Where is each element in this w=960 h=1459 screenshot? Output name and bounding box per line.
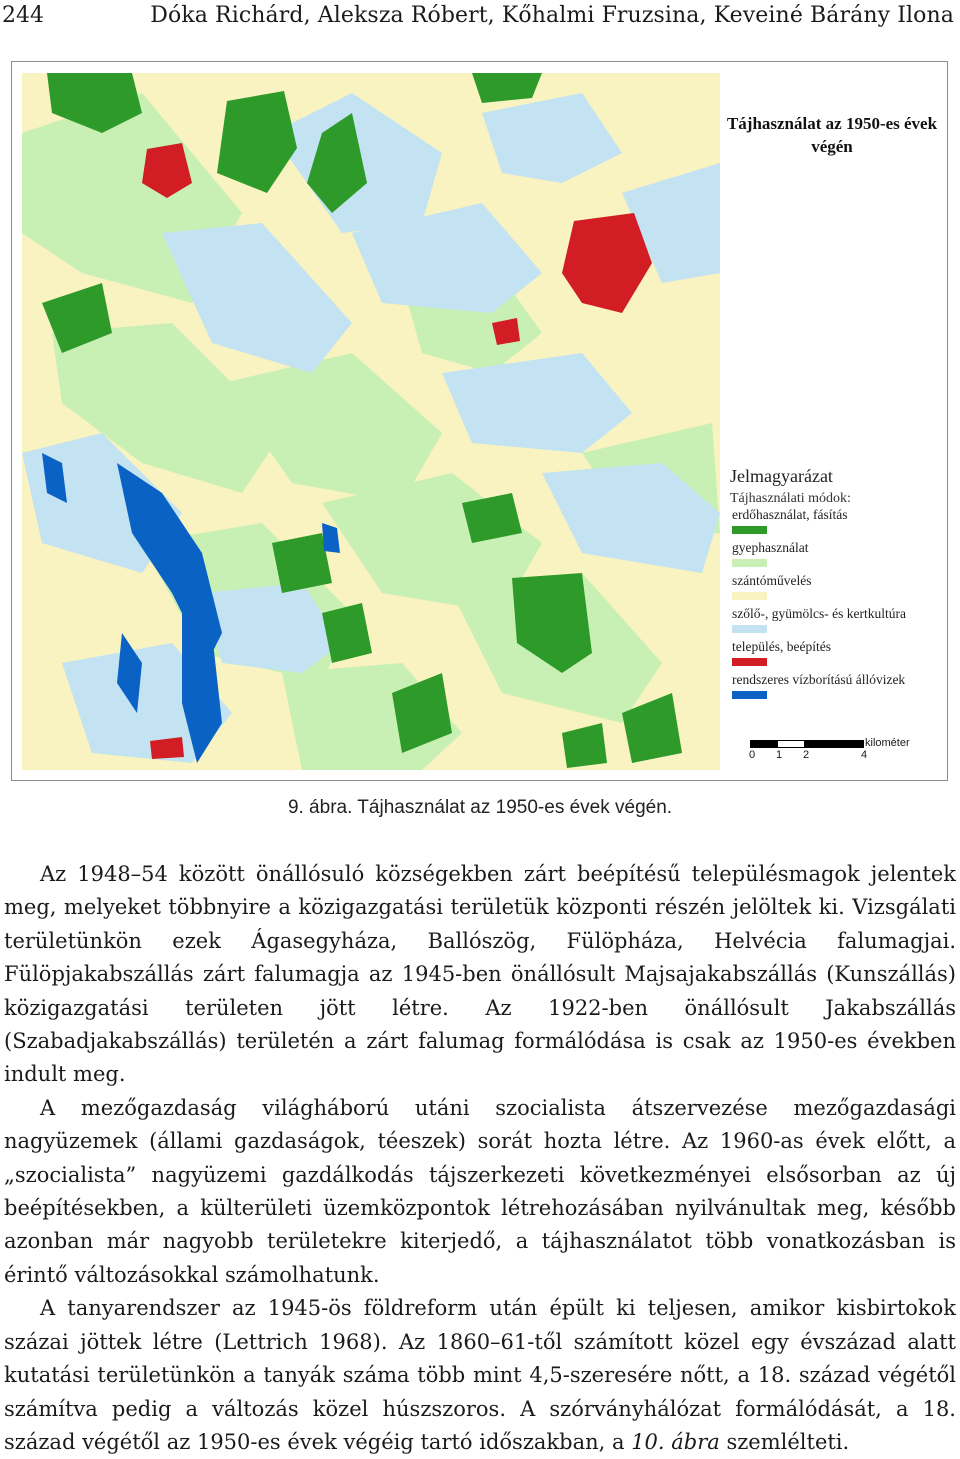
legend-swatch: [732, 526, 767, 534]
paragraph-text-end: szemlélteti.: [719, 1429, 850, 1454]
land-use-map-graphic: [22, 73, 720, 770]
legend-item-orchard: [730, 606, 940, 639]
legend-label: település, beépítés: [732, 639, 831, 654]
scale-segment: [750, 740, 778, 748]
legend-label: rendszeres vízborítású állóvizek: [732, 672, 906, 687]
figure-9: [11, 61, 948, 781]
page-header: [0, 0, 960, 34]
running-header-authors: Dóka Richárd, Aleksza Róbert, Kőhalmi Fruzsina, Keveiné Bárány Ilona: [150, 3, 954, 28]
legend-label: szőlő-, gyümölcs- és kertkultúra: [732, 606, 906, 621]
legend-label: szántóművelés: [732, 573, 812, 588]
paragraph: [4, 1292, 956, 1459]
paragraph: Az 1948–54 között önállósuló községekben zárt beépítésű településmagok jelentek meg, melyeket többnyire a közigazgatási területük központi részén jelöltek ki. Vizsgálati területünkön ezek Ágasegyháza, Ballószög, Fülöpháza, Helvécia falumagjai. Fülöpjakabszállás zárt falumagja az 1945-ben önállósult Majsajakabszállás (Kunszállás) közigazgatási területen jött létre. Az 1922-ben önállósult Jakabszállás (Szabadjakabszállás) területén a zárt falumag formálódása is csak az 1950-es években indult meg.: [4, 862, 956, 1087]
legend-swatch: [732, 691, 767, 699]
legend-label: erdőhasználat, fásítás: [732, 507, 848, 522]
paragraph: A mezőgazdaság világháború utáni szocialista átszervezése mezőgazdasági nagyüzemek (állami gazdaságok, téeszek) sorát hozta létre. Az 1960-as évek előtt, a „szocialista” nagyüzemi gazdálkodás tájszerkezeti következményei elsősorban az új beépítésekben, a külterületi üzemközpontok létrehozásában nyilvánultak meg, később azonban már nagyobb területekre kiterjedő, a tájhasználatot több vonatkozásban is érintő változásokkal számolhatunk.: [4, 1095, 956, 1287]
legend-swatch: [732, 658, 767, 666]
page-number: 244: [2, 3, 44, 28]
legend-swatch: [732, 625, 767, 633]
map-legend: [730, 466, 940, 705]
figure-reference: 10. ábra: [631, 1429, 720, 1454]
legend-title: Jelmagyarázat: [730, 466, 833, 486]
legend-item-grassland: [730, 540, 940, 573]
legend-item-water: [730, 672, 940, 705]
paragraph-text: A tanyarendszer az 1945-ös földreform után épült ki teljesen, amikor kisbirtokok százai jöttek létre (Lettrich 1968). Az 1860–61-től számított közel egy évszázad alatt kutatási területünkön a tanyák száma több mint 4,5-szeresére nőtt, a 18. század végétől számítva pedig a változás közel húszszoros. A szórványhálózat formálódását, a 18. század végétől az 1950-es évek végéig tartó időszakban, a: [4, 1296, 956, 1454]
legend-swatch: [732, 592, 767, 600]
scale-tick: 2: [803, 749, 810, 761]
legend-item-arable: [730, 573, 940, 606]
scale-bar: [748, 738, 948, 768]
scale-tick: 1: [776, 749, 783, 761]
legend-subtitle: Tájhasználati módok:: [730, 491, 851, 506]
scale-tick: 4: [861, 749, 868, 761]
map-title: Tájhasználat az 1950-es évek végén: [726, 114, 938, 156]
scale-segment: [777, 740, 805, 748]
body-text: [4, 858, 956, 1459]
legend-swatch: [732, 559, 767, 567]
figure-caption: 9. ábra. Tájhasználat az 1950-es évek végén.: [287, 797, 673, 818]
scale-segment: [804, 740, 864, 748]
scale-unit: kilométer: [865, 737, 910, 749]
land-use-map: [22, 73, 720, 770]
scale-tick: 0: [749, 749, 756, 761]
legend-item-forest: [730, 507, 940, 540]
legend-item-settlement: [730, 639, 940, 672]
legend-label: gyephasználat: [732, 540, 809, 555]
